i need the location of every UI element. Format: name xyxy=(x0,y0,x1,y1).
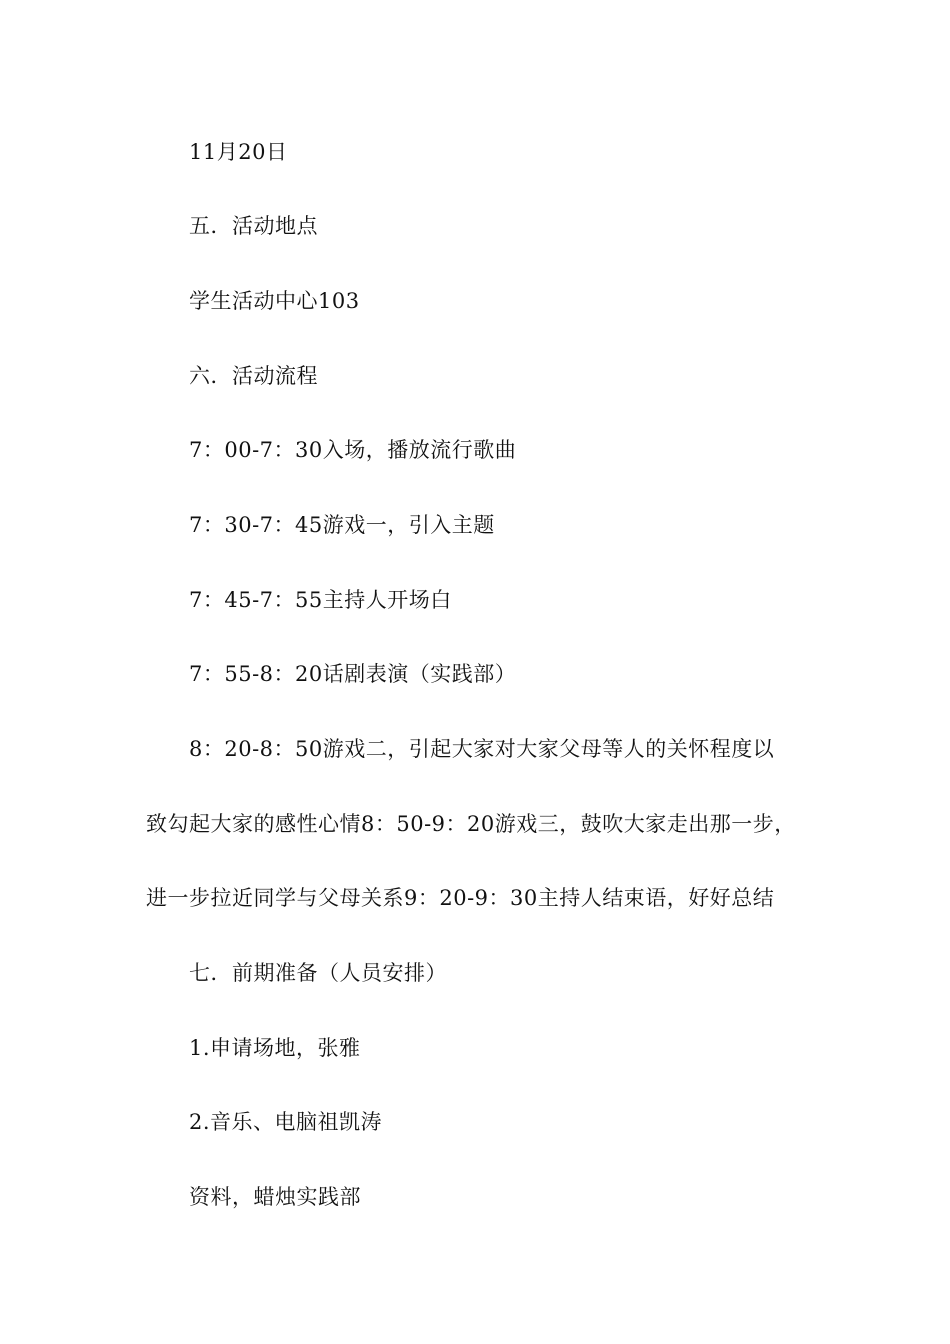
paragraph-line: 8：20-8：50游戏二，引起大家对大家父母等人的关怀程度以 xyxy=(189,737,775,761)
paragraph-line: 进一步拉近同学与父母关系9：20-9：30主持人结束语，好好总结 xyxy=(146,886,775,910)
section-heading-process: 六．活动流程 xyxy=(189,364,318,388)
schedule-line: 7：55-8：20话剧表演（实践部） xyxy=(189,662,517,686)
list-item: 1.申请场地，张雅 xyxy=(189,1036,361,1060)
list-item: 资料，蜡烛实践部 xyxy=(189,1185,361,1209)
schedule-line: 7：30-7：45游戏一，引入主题 xyxy=(189,513,495,537)
location-line: 学生活动中心103 xyxy=(189,289,360,313)
schedule-line: 7：45-7：55主持人开场白 xyxy=(189,588,452,612)
schedule-line: 7：00-7：30入场，播放流行歌曲 xyxy=(189,438,517,462)
list-item: 2.音乐、电脑祖凯涛 xyxy=(189,1110,383,1134)
paragraph-line: 致勾起大家的感性心情8：50-9：20游戏三，鼓吹大家走出那一步， xyxy=(146,812,796,836)
section-heading-preparation: 七．前期准备（人员安排） xyxy=(189,961,447,985)
date-line: 11月20日 xyxy=(189,140,288,164)
section-heading-location: 五．活动地点 xyxy=(189,214,318,238)
